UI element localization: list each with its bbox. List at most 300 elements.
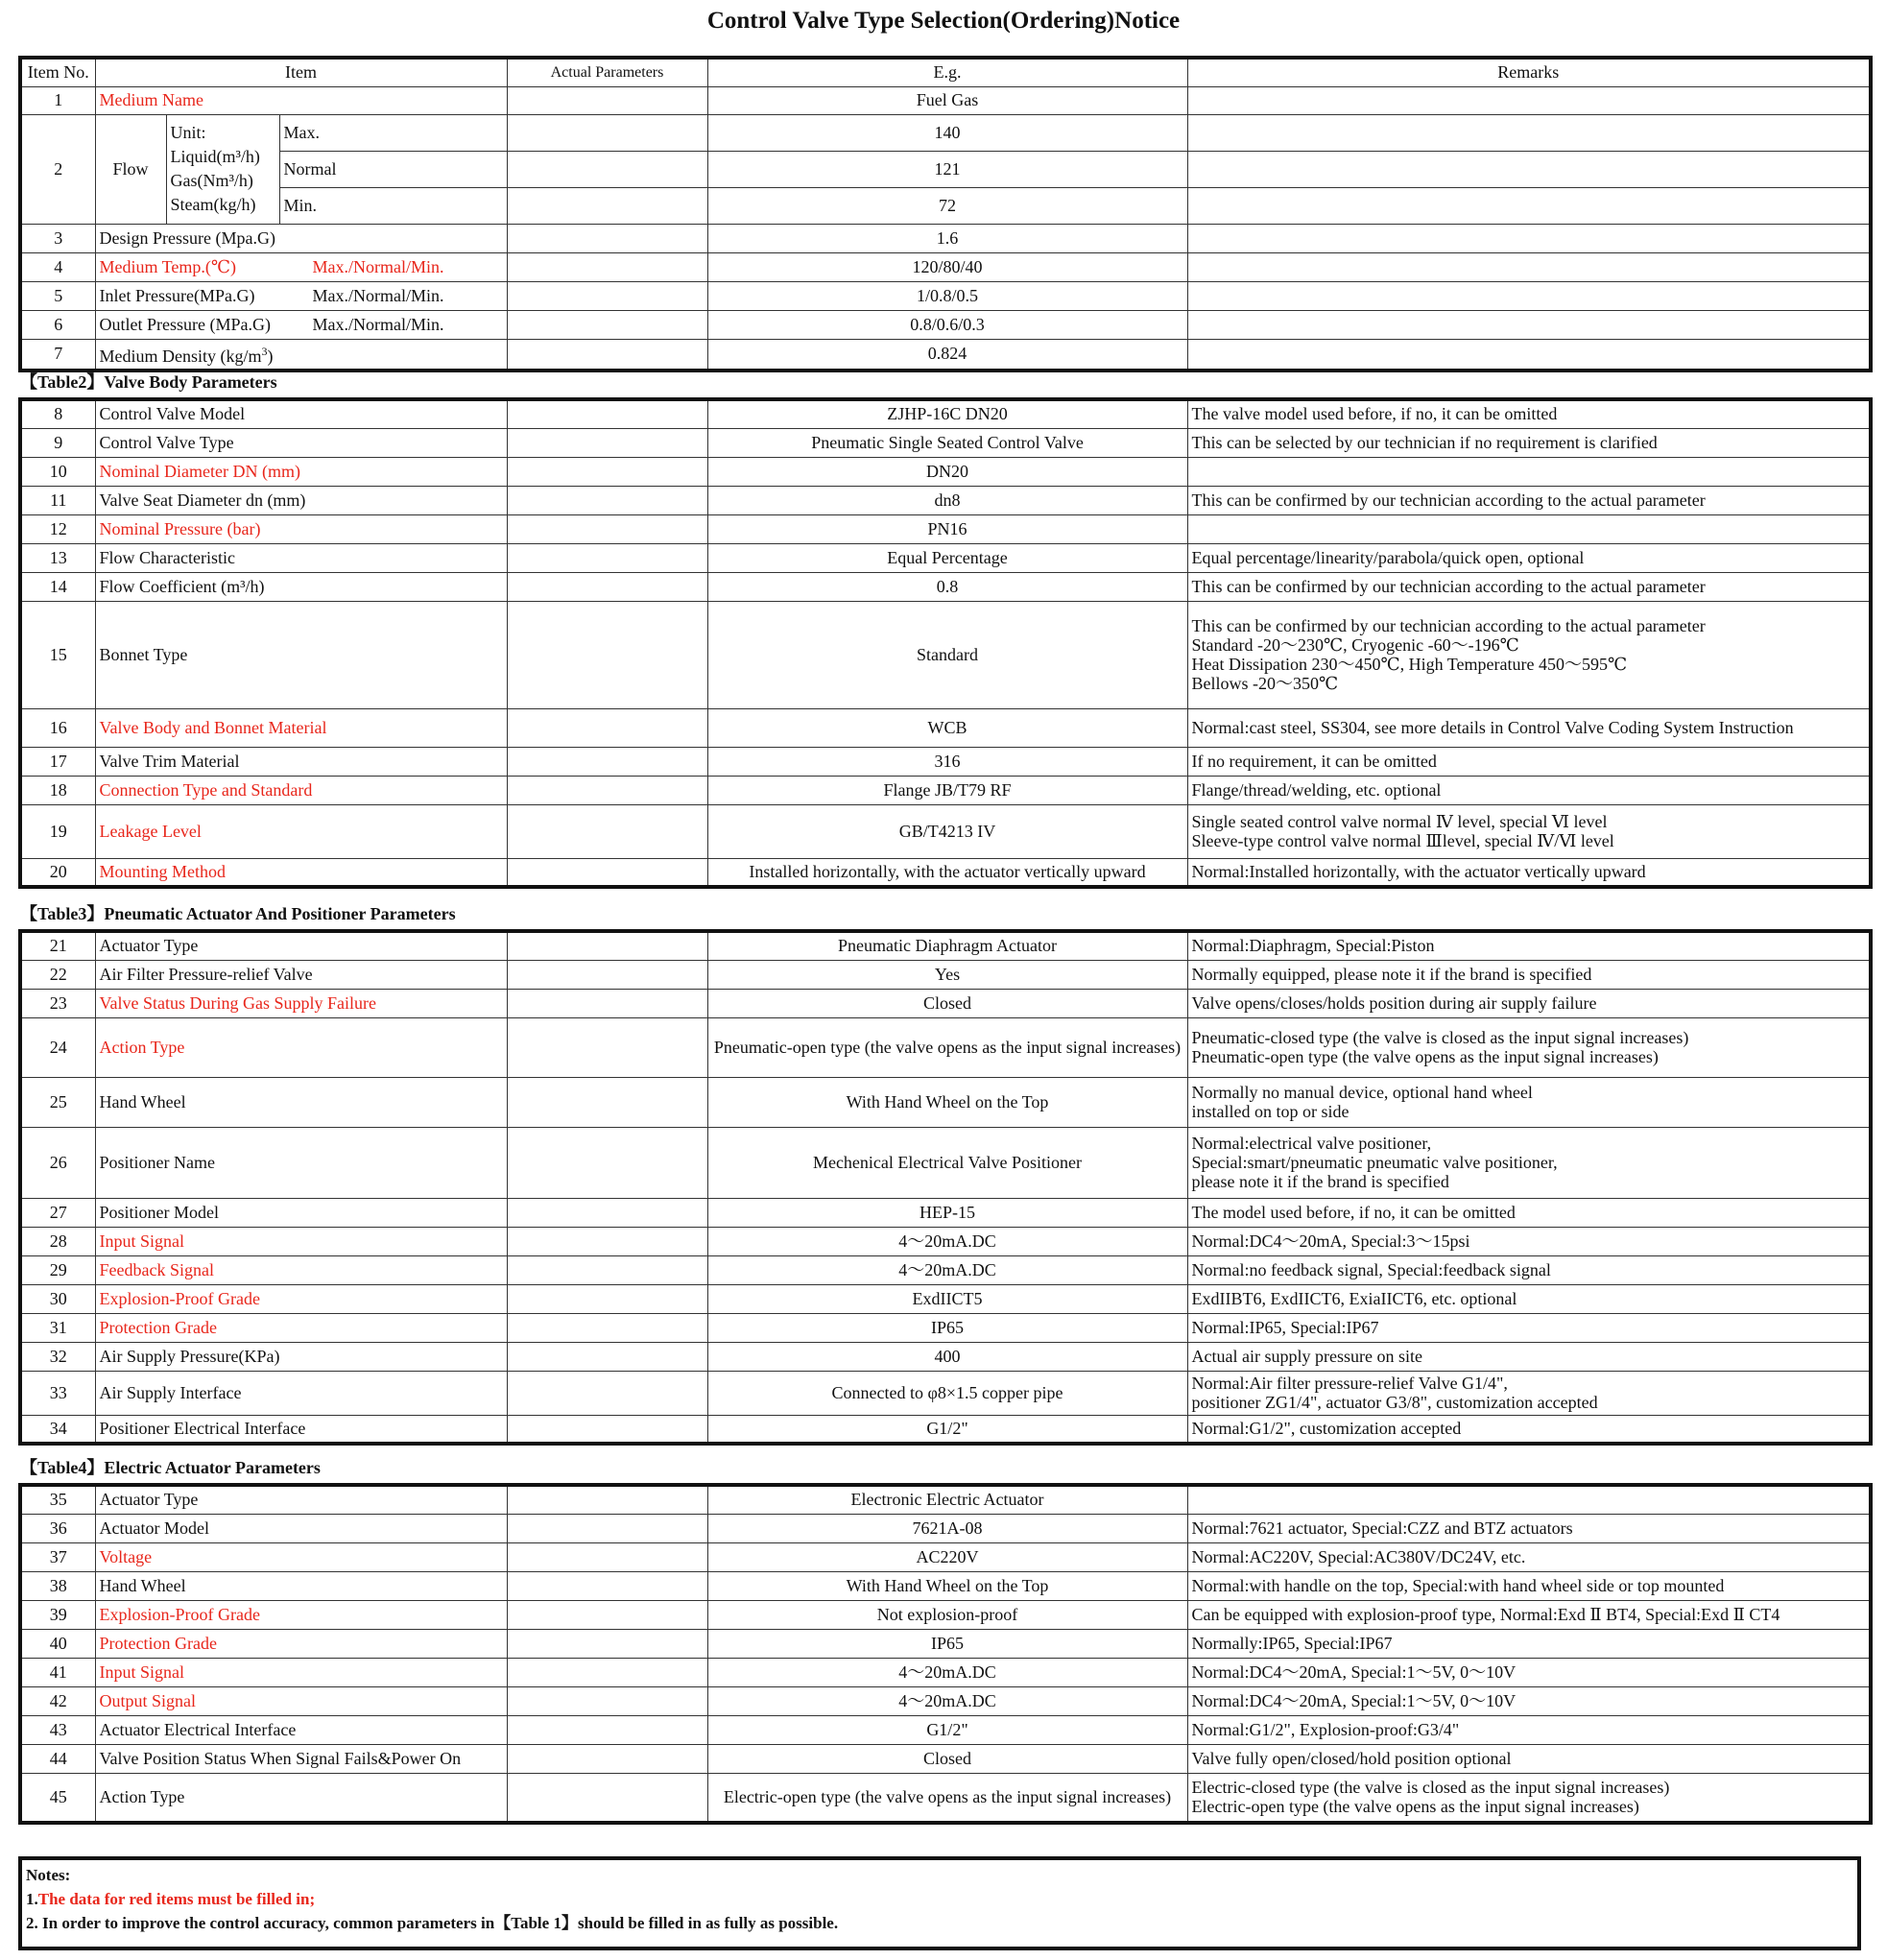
- actual-parameter-input[interactable]: [507, 114, 707, 151]
- item-label: Output Signal: [95, 1686, 507, 1715]
- example-value: 4～20mA.DC: [707, 1255, 1187, 1284]
- item-number: 12: [20, 514, 95, 543]
- item-label: Voltage: [95, 1542, 507, 1571]
- actual-parameter-input[interactable]: [507, 601, 707, 708]
- item-number: 22: [20, 960, 95, 989]
- example-value: 4～20mA.DC: [707, 1227, 1187, 1255]
- example-value: Not explosion-proof: [707, 1600, 1187, 1629]
- actual-parameter-input[interactable]: [507, 310, 707, 339]
- notes-box: [18, 1856, 1861, 1950]
- item-number: 34: [20, 1415, 95, 1444]
- notes-title: Notes:: [26, 1866, 71, 1884]
- note-2: 2. In order to improve the control accuracy, common parameters in【Table 1】should be filled in as fully as possible.: [26, 1914, 839, 1932]
- unit-steam: Steam(kg/h): [170, 195, 256, 214]
- actual-parameter-input[interactable]: [507, 457, 707, 486]
- table-row: [20, 224, 1871, 252]
- item-number: 41: [20, 1658, 95, 1686]
- table-row: [20, 1744, 1871, 1773]
- actual-parameter-input[interactable]: [507, 339, 707, 370]
- remark-line: Normal:electrical valve positioner,: [1191, 1134, 1432, 1153]
- example-value: HEP-15: [707, 1198, 1187, 1227]
- remark-line: Standard -20～230℃, Cryogenic -60～-196℃: [1191, 635, 1519, 655]
- example-value: 1/0.8/0.5: [707, 281, 1187, 310]
- actual-parameter-input[interactable]: [507, 960, 707, 989]
- note-1-text: The data for red items must be filled in;: [37, 1890, 316, 1908]
- remark: The model used before, if no, it can be omitted: [1187, 1198, 1871, 1227]
- remark: [1187, 1017, 1871, 1077]
- remark-line: Pneumatic-open type (the valve opens as the input signal increases): [1191, 1047, 1659, 1066]
- remark: [1187, 224, 1871, 252]
- table3-heading: 【Table3】Pneumatic Actuator And Positioner Parameters: [20, 904, 456, 923]
- item-label: Explosion-Proof Grade: [95, 1600, 507, 1629]
- example-value: Pneumatic-open type (the valve opens as the input signal increases): [707, 1017, 1187, 1077]
- actual-parameter-input[interactable]: [507, 1744, 707, 1773]
- remark-line: Pneumatic-closed type (the valve is closed as the input signal increases): [1191, 1028, 1689, 1047]
- item-number: 33: [20, 1371, 95, 1415]
- item-number: 20: [20, 858, 95, 887]
- remark: [1187, 1127, 1871, 1198]
- example-value: Connected to φ8×1.5 copper pipe: [707, 1371, 1187, 1415]
- table-row: [20, 1571, 1871, 1600]
- remark: [1187, 339, 1871, 370]
- item-label: Positioner Name: [95, 1127, 507, 1198]
- actual-parameter-input[interactable]: [507, 804, 707, 858]
- remark: [1187, 1773, 1871, 1823]
- item-number: 39: [20, 1600, 95, 1629]
- remark: Normal:G1/2", Explosion-proof:G3/4": [1187, 1715, 1871, 1744]
- item-label: Input Signal: [95, 1227, 507, 1255]
- remark: Normal:G1/2", customization accepted: [1187, 1415, 1871, 1444]
- remark: [1187, 601, 1871, 708]
- actual-parameter-input[interactable]: [507, 1313, 707, 1342]
- flow-min-label: Min.: [279, 187, 507, 224]
- remark: Normal:AC220V, Special:AC380V/DC24V, etc.: [1187, 1542, 1871, 1571]
- actual-parameter-input[interactable]: [507, 708, 707, 747]
- example-value: 0.8/0.6/0.3: [707, 310, 1187, 339]
- table-row: [20, 572, 1871, 601]
- item-sublabel: Max./Normal/Min.: [312, 256, 444, 276]
- example-value: Flange JB/T79 RF: [707, 776, 1187, 804]
- item-number: 37: [20, 1542, 95, 1571]
- remark: [1187, 114, 1871, 151]
- actual-parameter-input[interactable]: [507, 1371, 707, 1415]
- table4-heading: 【Table4】Electric Actuator Parameters: [20, 1458, 321, 1477]
- remark: The valve model used before, if no, it can be omitted: [1187, 399, 1871, 428]
- example-value: G1/2": [707, 1415, 1187, 1444]
- actual-parameter-input[interactable]: [507, 543, 707, 572]
- example-value: 121: [707, 151, 1187, 187]
- item-number: 5: [20, 281, 95, 310]
- example-value: 400: [707, 1342, 1187, 1371]
- item-label: Control Valve Model: [95, 399, 507, 428]
- remark-line: installed on top or side: [1191, 1102, 1350, 1121]
- item-label: Mounting Method: [95, 858, 507, 887]
- item-number: 10: [20, 457, 95, 486]
- table-row: [20, 601, 1871, 708]
- remark: Normal:with handle on the top, Special:with hand wheel side or top mounted: [1187, 1571, 1871, 1600]
- item-label: Air Supply Interface: [95, 1371, 507, 1415]
- example-value: GB/T4213 IV: [707, 804, 1187, 858]
- table-row: [20, 486, 1871, 514]
- header-item: Item: [95, 58, 507, 86]
- remark: [1187, 86, 1871, 114]
- table-row: [20, 1198, 1871, 1227]
- table-row: [20, 1227, 1871, 1255]
- remark-line: Sleeve-type control valve normal Ⅲlevel, special Ⅳ/Ⅵ level: [1191, 831, 1614, 850]
- example-value: Pneumatic Single Seated Control Valve: [707, 428, 1187, 457]
- item-label-text: Medium Temp.(℃): [99, 256, 237, 276]
- actual-parameter-input[interactable]: [507, 1255, 707, 1284]
- item-number: 19: [20, 804, 95, 858]
- table-row: [20, 86, 1871, 114]
- remark: Normal:IP65, Special:IP67: [1187, 1313, 1871, 1342]
- example-value: Electronic Electric Actuator: [707, 1485, 1187, 1514]
- table-row: [20, 931, 1871, 960]
- remark: [1187, 281, 1871, 310]
- item-label: Feedback Signal: [95, 1255, 507, 1284]
- table-valve-body-parameters: [18, 397, 1873, 889]
- unit-label: Unit:: [170, 123, 206, 142]
- item-number: 17: [20, 747, 95, 776]
- remark: Valve opens/closes/holds position during air supply failure: [1187, 989, 1871, 1017]
- flow-normal-label: Normal: [279, 151, 507, 187]
- header-actual-parameters: Actual Parameters: [507, 58, 707, 86]
- item-number: 24: [20, 1017, 95, 1077]
- actual-parameter-input[interactable]: [507, 1571, 707, 1600]
- table-row: [20, 1077, 1871, 1127]
- table-row: [20, 804, 1871, 858]
- item-label-text: Outlet Pressure (MPa.G): [99, 314, 271, 334]
- item-label: Flow Characteristic: [95, 543, 507, 572]
- example-value: 316: [707, 747, 1187, 776]
- actual-parameter-input[interactable]: [507, 187, 707, 224]
- table-row: [20, 1542, 1871, 1571]
- item-number: 31: [20, 1313, 95, 1342]
- table-row: [20, 151, 1871, 187]
- item-label-text: Inlet Pressure(MPa.G): [99, 285, 255, 305]
- table-row: [20, 428, 1871, 457]
- example-value: IP65: [707, 1313, 1187, 1342]
- table-medium-parameters: [18, 56, 1873, 372]
- item-label: Control Valve Type: [95, 428, 507, 457]
- item-number: 9: [20, 428, 95, 457]
- item-label: Protection Grade: [95, 1313, 507, 1342]
- table-pneumatic-actuator-parameters: [18, 929, 1873, 1446]
- example-value: Closed: [707, 1744, 1187, 1773]
- actual-parameter-input[interactable]: [507, 1514, 707, 1542]
- actual-parameter-input[interactable]: [507, 399, 707, 428]
- table-row: [20, 1600, 1871, 1629]
- table-row: [20, 1017, 1871, 1077]
- remark: Equal percentage/linearity/parabola/quick open, optional: [1187, 543, 1871, 572]
- example-value: Fuel Gas: [707, 86, 1187, 114]
- table-row: [20, 1284, 1871, 1313]
- page-title: Control Valve Type Selection(Ordering)Notice: [706, 8, 1181, 34]
- remark: Normal:Diaphragm, Special:Piston: [1187, 931, 1871, 960]
- item-number: 7: [20, 339, 95, 370]
- item-label: Valve Position Status When Signal Fails&Power On: [95, 1744, 507, 1773]
- actual-parameter-input[interactable]: [507, 989, 707, 1017]
- remark-line: Heat Dissipation 230～450℃, High Temperature 450～595℃: [1191, 655, 1628, 674]
- item-number: 13: [20, 543, 95, 572]
- example-value: With Hand Wheel on the Top: [707, 1077, 1187, 1127]
- remark: Normal:DC4～20mA, Special:1～5V, 0～10V: [1187, 1658, 1871, 1686]
- remark: Normally:IP65, Special:IP67: [1187, 1629, 1871, 1658]
- item-number: 36: [20, 1514, 95, 1542]
- header-example: E.g.: [707, 58, 1187, 86]
- item-label: Input Signal: [95, 1658, 507, 1686]
- actual-parameter-input[interactable]: [507, 1686, 707, 1715]
- item-label: Hand Wheel: [95, 1077, 507, 1127]
- item-number: 42: [20, 1686, 95, 1715]
- actual-parameter-input[interactable]: [507, 1017, 707, 1077]
- table-row: [20, 1686, 1871, 1715]
- header-remarks: Remarks: [1187, 58, 1871, 86]
- item-label: Connection Type and Standard: [95, 776, 507, 804]
- example-value: ZJHP-16C DN20: [707, 399, 1187, 428]
- item-number: 43: [20, 1715, 95, 1744]
- remark: Normal:cast steel, SS304, see more details in Control Valve Coding System Instruction: [1187, 708, 1871, 747]
- example-value: ExdIICT5: [707, 1284, 1187, 1313]
- actual-parameter-input[interactable]: [507, 1629, 707, 1658]
- table-row: [20, 1255, 1871, 1284]
- item-sublabel: Max./Normal/Min.: [312, 314, 444, 334]
- table-row: [20, 960, 1871, 989]
- table-row: [20, 114, 1871, 151]
- remark-line: Special:smart/pneumatic pneumatic valve positioner,: [1191, 1153, 1558, 1172]
- example-value: G1/2": [707, 1715, 1187, 1744]
- actual-parameter-input[interactable]: [507, 151, 707, 187]
- actual-parameter-input[interactable]: [507, 1342, 707, 1371]
- item-number: 38: [20, 1571, 95, 1600]
- actual-parameter-input[interactable]: [507, 1198, 707, 1227]
- table2-heading: 【Table2】Valve Body Parameters: [20, 372, 277, 392]
- item-label: Valve Trim Material: [95, 747, 507, 776]
- table-row: [20, 1313, 1871, 1342]
- example-value: Electric-open type (the valve opens as the input signal increases): [707, 1773, 1187, 1823]
- table-row: [20, 514, 1871, 543]
- item-label: [95, 252, 507, 281]
- remark: Normal:no feedback signal, Special:feedback signal: [1187, 1255, 1871, 1284]
- remark: [1187, 1077, 1871, 1127]
- remark: Can be equipped with explosion-proof type, Normal:Exd Ⅱ BT4, Special:Exd Ⅱ CT4: [1187, 1600, 1871, 1629]
- remark-line: Bellows -20～350℃: [1191, 674, 1339, 693]
- actual-parameter-input[interactable]: [507, 1415, 707, 1444]
- actual-parameter-input[interactable]: [507, 1227, 707, 1255]
- table-row: [20, 339, 1871, 370]
- actual-parameter-input[interactable]: [507, 1077, 707, 1127]
- example-value: 120/80/40: [707, 252, 1187, 281]
- remark-line: Normally no manual device, optional hand wheel: [1191, 1083, 1533, 1102]
- example-value: 4～20mA.DC: [707, 1686, 1187, 1715]
- item-number: 6: [20, 310, 95, 339]
- item-number: 18: [20, 776, 95, 804]
- item-number: 2: [20, 114, 95, 224]
- remark-line: This can be confirmed by our technician according to the actual parameter: [1191, 616, 1706, 635]
- table-row: [20, 1629, 1871, 1658]
- remark: [1187, 1485, 1871, 1514]
- example-value: WCB: [707, 708, 1187, 747]
- item-label: [95, 281, 507, 310]
- item-number: 8: [20, 399, 95, 428]
- table-row: [20, 858, 1871, 887]
- item-number: 1: [20, 86, 95, 114]
- example-value: 140: [707, 114, 1187, 151]
- table-row: [20, 187, 1871, 224]
- superscript: 3: [261, 344, 268, 358]
- table-row: [20, 310, 1871, 339]
- item-number: 26: [20, 1127, 95, 1198]
- remark: Actual air supply pressure on site: [1187, 1342, 1871, 1371]
- remark: [1187, 457, 1871, 486]
- item-number: 35: [20, 1485, 95, 1514]
- flow-units: [166, 114, 279, 224]
- table-row: [20, 1415, 1871, 1444]
- item-label: Hand Wheel: [95, 1571, 507, 1600]
- remark: ExdIIBT6, ExdIICT6, ExiaIICT6, etc. optional: [1187, 1284, 1871, 1313]
- item-number: 15: [20, 601, 95, 708]
- unit-liquid: Liquid(m³/h): [170, 147, 260, 166]
- example-value: 72: [707, 187, 1187, 224]
- item-sublabel: Max./Normal/Min.: [312, 285, 444, 305]
- actual-parameter-input[interactable]: [507, 486, 707, 514]
- item-label-text: Medium Density (kg/m: [99, 346, 262, 366]
- remark-line: please note it if the brand is specified: [1191, 1172, 1449, 1191]
- item-number: 27: [20, 1198, 95, 1227]
- item-label: Leakage Level: [95, 804, 507, 858]
- table-row: [20, 281, 1871, 310]
- item-number: 16: [20, 708, 95, 747]
- actual-parameter-input[interactable]: [507, 1485, 707, 1514]
- item-label: Action Type: [95, 1017, 507, 1077]
- remark: [1187, 187, 1871, 224]
- remark: Normal:DC4～20mA, Special:3～15psi: [1187, 1227, 1871, 1255]
- remark: This can be selected by our technician if no requirement is clarified: [1187, 428, 1871, 457]
- note-1-prefix: 1.: [26, 1890, 38, 1908]
- item-number: 14: [20, 572, 95, 601]
- actual-parameter-input[interactable]: [507, 858, 707, 887]
- actual-parameter-input[interactable]: [507, 747, 707, 776]
- actual-parameter-input[interactable]: [507, 1542, 707, 1571]
- actual-parameter-input[interactable]: [507, 281, 707, 310]
- example-value: Pneumatic Diaphragm Actuator: [707, 931, 1187, 960]
- table-row: [20, 1658, 1871, 1686]
- example-value: Standard: [707, 601, 1187, 708]
- item-label: Positioner Electrical Interface: [95, 1415, 507, 1444]
- remark: [1187, 1371, 1871, 1415]
- item-number: 21: [20, 931, 95, 960]
- table-electric-actuator-parameters: [18, 1483, 1873, 1825]
- table-row: [20, 543, 1871, 572]
- item-label: Protection Grade: [95, 1629, 507, 1658]
- item-label: Valve Body and Bonnet Material: [95, 708, 507, 747]
- item-label: Nominal Pressure (bar): [95, 514, 507, 543]
- remark: Normal:DC4～20mA, Special:1～5V, 0～10V: [1187, 1686, 1871, 1715]
- remark: Normal:7621 actuator, Special:CZZ and BTZ actuators: [1187, 1514, 1871, 1542]
- closing-paren: ): [267, 346, 274, 366]
- remark: [1187, 252, 1871, 281]
- item-number: 29: [20, 1255, 95, 1284]
- actual-parameter-input[interactable]: [507, 776, 707, 804]
- item-label: [95, 339, 507, 370]
- item-number: 28: [20, 1227, 95, 1255]
- item-label: Valve Seat Diameter dn (mm): [95, 486, 507, 514]
- table-row: [20, 1773, 1871, 1823]
- actual-parameter-input[interactable]: [507, 514, 707, 543]
- remark-line: Single seated control valve normal Ⅳ level, special Ⅵ level: [1191, 812, 1608, 831]
- item-label: Actuator Type: [95, 931, 507, 960]
- item-number: 25: [20, 1077, 95, 1127]
- actual-parameter-input[interactable]: [507, 1715, 707, 1744]
- item-label: Medium Name: [95, 86, 507, 114]
- remark: Flange/thread/welding, etc. optional: [1187, 776, 1871, 804]
- table-row: [20, 1342, 1871, 1371]
- actual-parameter-input[interactable]: [507, 1600, 707, 1629]
- actual-parameter-input[interactable]: [507, 224, 707, 252]
- table-row: [20, 1127, 1871, 1198]
- item-number: 30: [20, 1284, 95, 1313]
- table-row: [20, 1371, 1871, 1415]
- header-item-no: Item No.: [20, 58, 95, 86]
- remark: Normally equipped, please note it if the brand is specified: [1187, 960, 1871, 989]
- actual-parameter-input[interactable]: [507, 252, 707, 281]
- example-value: IP65: [707, 1629, 1187, 1658]
- remark: [1187, 310, 1871, 339]
- table-row: [20, 1715, 1871, 1744]
- table-row: [20, 1485, 1871, 1514]
- note-1: [26, 1887, 1853, 1911]
- example-value: Equal Percentage: [707, 543, 1187, 572]
- item-label: Air Filter Pressure-relief Valve: [95, 960, 507, 989]
- unit-gas: Gas(Nm³/h): [170, 171, 253, 190]
- example-value: With Hand Wheel on the Top: [707, 1571, 1187, 1600]
- remark: [1187, 514, 1871, 543]
- example-value: 7621A-08: [707, 1514, 1187, 1542]
- item-label: Positioner Model: [95, 1198, 507, 1227]
- actual-parameter-input[interactable]: [507, 86, 707, 114]
- example-value: DN20: [707, 457, 1187, 486]
- item-label: Valve Status During Gas Supply Failure: [95, 989, 507, 1017]
- actual-parameter-input[interactable]: [507, 1127, 707, 1198]
- actual-parameter-input[interactable]: [507, 1658, 707, 1686]
- actual-parameter-input[interactable]: [507, 1284, 707, 1313]
- example-value: 0.8: [707, 572, 1187, 601]
- remark: [1187, 151, 1871, 187]
- actual-parameter-input[interactable]: [507, 572, 707, 601]
- item-number: 3: [20, 224, 95, 252]
- table-row: [20, 708, 1871, 747]
- item-number: 44: [20, 1744, 95, 1773]
- item-label: [95, 310, 507, 339]
- example-value: PN16: [707, 514, 1187, 543]
- example-value: Closed: [707, 989, 1187, 1017]
- remark-line: positioner ZG1/4", actuator G3/8", customization accepted: [1191, 1393, 1598, 1412]
- item-number: 32: [20, 1342, 95, 1371]
- actual-parameter-input[interactable]: [507, 428, 707, 457]
- item-label: Design Pressure (Mpa.G): [95, 224, 507, 252]
- actual-parameter-input[interactable]: [507, 1773, 707, 1823]
- example-value: Mechenical Electrical Valve Positioner: [707, 1127, 1187, 1198]
- example-value: 4～20mA.DC: [707, 1658, 1187, 1686]
- remark: If no requirement, it can be omitted: [1187, 747, 1871, 776]
- item-number: 11: [20, 486, 95, 514]
- remark: Valve fully open/closed/hold position optional: [1187, 1744, 1871, 1773]
- actual-parameter-input[interactable]: [507, 931, 707, 960]
- item-label: Flow Coefficient (m³/h): [95, 572, 507, 601]
- item-label: Explosion-Proof Grade: [95, 1284, 507, 1313]
- item-label: Air Supply Pressure(KPa): [95, 1342, 507, 1371]
- remark: Normal:Installed horizontally, with the actuator vertically upward: [1187, 858, 1871, 887]
